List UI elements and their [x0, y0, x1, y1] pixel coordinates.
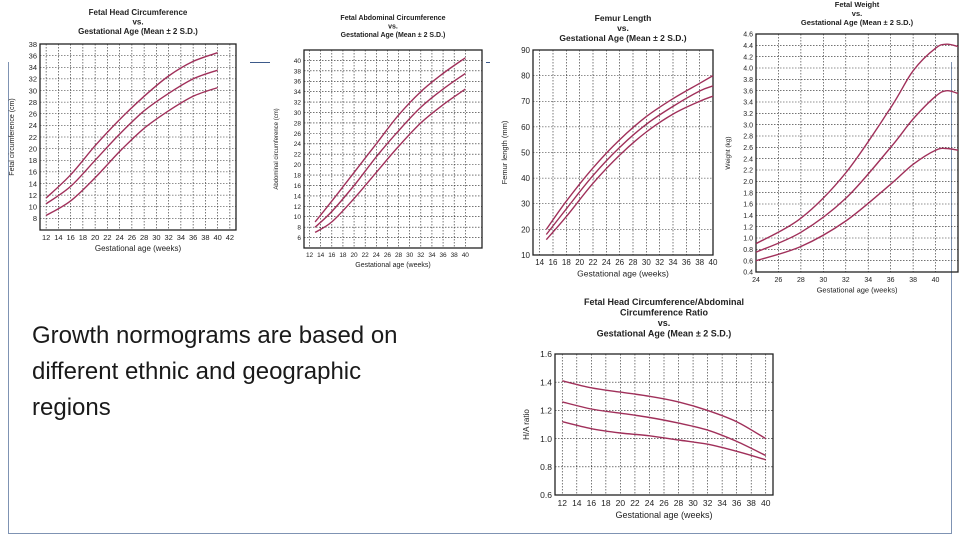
x-tick-label: 36 [439, 252, 447, 259]
y-tick-label: 16 [293, 182, 301, 190]
x-tick-label: 30 [406, 252, 414, 259]
y-tick-label: 38 [28, 39, 37, 49]
x-tick-label: 22 [630, 498, 640, 508]
series-line-2 [546, 86, 713, 235]
chart-title-line: Fetal Abdominal Circumference [340, 15, 446, 22]
y-axis-label: Abdominal circumference (cm) [274, 108, 280, 190]
x-tick-label: 20 [615, 498, 626, 508]
y-tick-label: 3.8 [743, 76, 753, 84]
x-tick-label: 12 [305, 252, 314, 259]
chart-title-line: Circumference Ratio [619, 307, 709, 318]
series-line-1 [756, 44, 958, 244]
y-tick-label: 0.8 [743, 246, 753, 254]
x-tick-label: 36 [731, 498, 742, 508]
x-tick-label: 26 [659, 498, 669, 508]
x-tick-label: 26 [383, 252, 392, 259]
y-tick-label: 1.0 [743, 235, 753, 243]
x-tick-label: 18 [339, 252, 347, 259]
x-tick-label: 20 [90, 233, 100, 242]
slide-caption [32, 318, 452, 426]
x-tick-label: 30 [641, 258, 651, 267]
y-tick-label: 4.6 [743, 31, 753, 39]
y-tick-label: 34 [28, 63, 37, 73]
y-tick-label: 60 [521, 122, 530, 132]
x-tick-label: 30 [819, 277, 828, 284]
y-tick-label: 14 [293, 193, 301, 201]
x-tick-label: 34 [717, 498, 727, 508]
y-tick-label: 18 [293, 172, 301, 180]
y-tick-label: 10 [521, 250, 530, 260]
x-tick-label: 40 [931, 277, 940, 284]
y-tick-label: 22 [293, 151, 301, 159]
x-tick-label: 34 [864, 277, 873, 284]
x-tick-label: 24 [644, 498, 655, 508]
x-axis-label: Gestational age (weeks) [816, 285, 898, 295]
y-axis-label: Weight (kg) [725, 136, 732, 170]
y-tick-label: 80 [521, 71, 530, 81]
y-axis-label: Femur length (mm) [500, 120, 509, 185]
y-tick-label: 1.8 [743, 190, 753, 198]
x-tick-label: 40 [213, 233, 222, 242]
y-tick-label: 3.2 [743, 110, 753, 118]
y-tick-label: 38 [293, 68, 301, 76]
y-tick-label: 30 [293, 109, 301, 117]
y-tick-label: 1.2 [743, 224, 753, 232]
x-tick-label: 36 [681, 258, 691, 267]
x-tick-label: 16 [586, 498, 597, 508]
x-tick-label: 42 [225, 233, 235, 242]
x-tick-label: 34 [176, 233, 186, 242]
femur-length-chart [495, 8, 725, 288]
x-tick-label: 28 [394, 252, 403, 259]
x-tick-label: 22 [103, 233, 112, 242]
y-axis-label: H/A ratio [522, 409, 531, 440]
x-tick-label: 28 [628, 258, 638, 267]
x-tick-label: 32 [702, 498, 713, 508]
chart-title-line: Gestational Age (Mean ± 2 S.D.) [596, 328, 732, 339]
y-tick-label: 28 [293, 120, 301, 128]
x-tick-label: 24 [115, 233, 124, 242]
series-line-3 [546, 96, 713, 240]
x-tick-label: 40 [760, 498, 771, 508]
x-tick-label: 38 [201, 233, 210, 242]
caption-line-2: different ethnic and geographic [32, 358, 362, 385]
x-tick-label: 40 [708, 258, 718, 267]
y-tick-label: 30 [28, 86, 37, 96]
x-tick-label: 36 [886, 277, 895, 284]
y-tick-label: 32 [28, 74, 37, 84]
y-tick-label: 0.8 [540, 461, 552, 472]
y-tick-label: 16 [28, 167, 37, 177]
x-tick-label: 30 [152, 233, 161, 242]
y-tick-label: 40 [521, 174, 530, 184]
x-tick-label: 16 [328, 252, 336, 259]
y-tick-label: 22 [28, 132, 37, 142]
y-tick-label: 18 [28, 156, 37, 166]
y-tick-label: 36 [293, 78, 301, 86]
y-tick-label: 14 [28, 179, 37, 189]
y-tick-label: 4.0 [743, 65, 753, 73]
y-tick-label: 70 [521, 97, 530, 107]
y-tick-label: 34 [293, 89, 301, 97]
y-tick-label: 12 [28, 190, 37, 200]
x-tick-label: 16 [66, 233, 75, 242]
plot-frame [756, 34, 958, 272]
x-tick-label: 14 [317, 252, 325, 259]
x-axis-label: Gestational age (weeks) [577, 268, 669, 279]
y-tick-label: 0.4 [743, 269, 753, 277]
head-circumference-chart [0, 0, 245, 265]
x-tick-label: 38 [450, 252, 458, 259]
x-tick-label: 20 [575, 258, 585, 267]
y-tick-label: 20 [521, 225, 530, 235]
y-tick-label: 24 [293, 141, 301, 149]
x-tick-label: 18 [78, 233, 88, 242]
y-tick-label: 40 [293, 57, 301, 65]
y-tick-label: 2.8 [743, 133, 753, 141]
x-tick-label: 14 [535, 258, 545, 267]
x-axis-label: Gestational age (weeks) [355, 262, 431, 269]
y-tick-label: 12 [293, 203, 301, 211]
x-tick-label: 26 [615, 258, 625, 267]
y-tick-label: 20 [293, 162, 301, 170]
y-tick-label: 30 [521, 199, 530, 209]
chart-title-line: vs. [617, 23, 629, 33]
y-axis-label: Fetal circumference (cm) [9, 98, 16, 176]
chart-title-line: vs. [851, 9, 863, 18]
y-tick-label: 24 [28, 121, 37, 131]
y-tick-label: 2.0 [743, 178, 753, 186]
chart-title-line: Fetal Head Circumference/Abdominal [583, 297, 745, 307]
y-tick-label: 50 [521, 148, 530, 158]
x-tick-label: 26 [127, 233, 137, 242]
x-tick-label: 38 [695, 258, 705, 267]
y-tick-label: 36 [28, 51, 37, 61]
chart-title-line: vs. [132, 17, 144, 27]
chart-title-line: Fetal Head Circumference [88, 8, 188, 17]
chart-title-line: vs. [388, 23, 398, 31]
y-tick-label: 28 [28, 97, 37, 107]
y-tick-label: 1.4 [743, 212, 753, 220]
decor-line-left [250, 62, 270, 63]
y-tick-label: 1.6 [540, 349, 552, 360]
x-tick-label: 12 [557, 498, 568, 508]
x-tick-label: 32 [164, 233, 173, 242]
x-tick-label: 38 [909, 277, 918, 284]
x-axis-label: Gestational age (weeks) [615, 510, 713, 520]
x-tick-label: 24 [601, 258, 611, 267]
chart-title-line: Gestational Age (Mean ± 2 S.D.) [78, 27, 198, 36]
y-tick-label: 6 [297, 235, 301, 243]
x-tick-label: 34 [428, 252, 436, 259]
x-tick-label: 14 [54, 233, 63, 242]
chart-title-line: Gestational Age (Mean ± 2 S.D.) [559, 33, 687, 43]
y-tick-label: 8 [32, 214, 37, 224]
x-tick-label: 28 [673, 498, 684, 508]
caption-line-1: Growth normograms are based on [32, 322, 398, 349]
y-tick-label: 2.4 [743, 156, 753, 164]
chart-title-line: Fetal Weight [834, 0, 880, 9]
x-tick-label: 38 [746, 498, 756, 508]
y-tick-label: 3.6 [743, 88, 753, 96]
chart-title-line: vs. [657, 318, 671, 328]
y-tick-label: 0.6 [743, 258, 753, 266]
y-tick-label: 2.6 [743, 144, 753, 152]
x-tick-label: 28 [139, 233, 149, 242]
chart-title-line: Gestational Age (Mean ± 2 S.D.) [340, 32, 446, 39]
x-tick-label: 26 [774, 277, 783, 284]
x-tick-label: 32 [655, 258, 665, 267]
x-tick-label: 22 [361, 252, 369, 259]
x-tick-label: 18 [601, 498, 611, 508]
x-tick-label: 22 [588, 258, 598, 267]
x-tick-label: 32 [417, 252, 425, 259]
x-tick-label: 16 [548, 258, 558, 267]
y-tick-label: 10 [28, 202, 37, 212]
x-tick-label: 24 [752, 277, 760, 284]
x-tick-label: 18 [561, 258, 571, 267]
x-tick-label: 36 [188, 233, 198, 242]
x-tick-label: 32 [841, 277, 850, 284]
y-tick-label: 3.4 [743, 99, 753, 107]
chart-title-line: Femur Length [594, 13, 652, 23]
x-tick-label: 40 [461, 252, 469, 259]
ha-ratio-chart [505, 296, 785, 530]
x-axis-label: Gestational age (weeks) [94, 244, 182, 253]
y-tick-label: 0.6 [540, 490, 552, 501]
y-tick-label: 4.4 [743, 42, 753, 50]
chart-title-line: Gestational Age (Mean ± 2 S.D.) [800, 18, 914, 27]
y-tick-label: 8 [297, 224, 301, 232]
y-tick-label: 90 [521, 45, 530, 55]
y-tick-label: 4.2 [743, 54, 753, 62]
y-tick-label: 3.0 [743, 122, 753, 130]
y-tick-label: 2.2 [743, 167, 753, 175]
y-tick-label: 26 [293, 130, 301, 138]
y-tick-label: 20 [28, 144, 37, 154]
fetal-weight-chart [720, 0, 960, 300]
x-tick-label: 34 [668, 258, 678, 267]
y-tick-label: 1.6 [743, 201, 753, 209]
y-tick-label: 32 [293, 99, 301, 107]
x-tick-label: 30 [688, 498, 698, 508]
x-tick-label: 20 [350, 252, 358, 259]
y-tick-label: 1.4 [540, 377, 552, 388]
x-tick-label: 24 [372, 252, 380, 259]
x-tick-label: 14 [572, 498, 582, 508]
series-line-3 [756, 148, 958, 260]
caption-line-3: regions [32, 394, 111, 421]
y-tick-label: 1.0 [540, 433, 552, 444]
x-tick-label: 12 [41, 233, 51, 242]
y-tick-label: 1.2 [540, 405, 552, 416]
x-tick-label: 28 [796, 277, 805, 284]
abdominal-circumference-chart [268, 8, 493, 273]
y-tick-label: 26 [28, 109, 37, 119]
y-tick-label: 10 [293, 214, 301, 222]
